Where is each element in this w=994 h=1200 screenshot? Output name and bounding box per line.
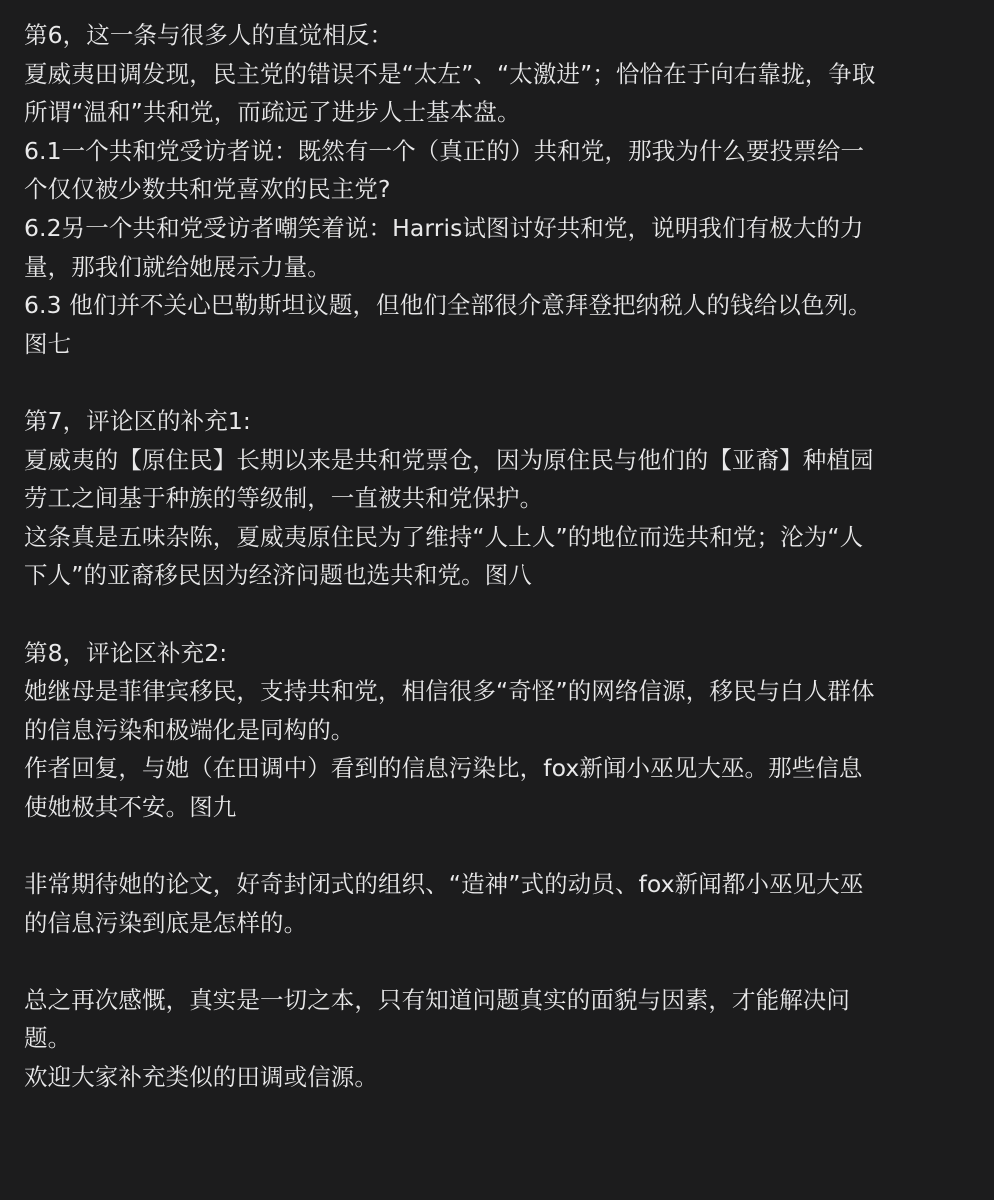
- section-7-paragraph-2-line-2: 下人”的亚裔移民因为经济问题也选共和党。图八: [24, 561, 532, 590]
- section-8-paragraph-1-line-2: 的信息污染和极端化是同构的。: [24, 715, 355, 744]
- section-8-paragraph-1-line-1: 她继母是菲律宾移民，支持共和党，相信很多“奇怪”的网络信源，移民与白人群体: [24, 677, 875, 706]
- paragraph-spacer: [24, 826, 974, 865]
- paragraph-spacer: [24, 595, 974, 634]
- section-7-heading: 第7，评论区的补充1:: [24, 406, 251, 435]
- section-7-paragraph-1-line-1: 夏威夷的【原住民】长期以来是共和党票仓，因为原住民与他们的【亚裔】种植园: [24, 445, 874, 474]
- paragraph-spacer: [24, 942, 974, 981]
- section-7-paragraph-1-line-2: 劳工之间基于种族的等级制，一直被共和党保护。: [24, 484, 544, 513]
- section-6-paragraph-1-line-2: 所谓“温和”共和党，而疏远了进步人士基本盘。: [24, 98, 521, 127]
- paragraph-spacer: [24, 363, 974, 402]
- closing-paragraph-2-line-1: 总之再次感慨，真实是一切之本，只有知道问题真实的面貌与因素，才能解决问: [24, 985, 850, 1014]
- section-6-paragraph-1-line-1: 夏威夷田调发现，民主党的错误不是“太左”、“太激进”；恰恰在于向右靠拢，争取: [24, 59, 876, 88]
- section-6-paragraph-3-line-1: 6.2另一个共和党受访者嘲笑着说：Harris试图讨好共和党，说明我们有极大的力: [24, 213, 864, 242]
- section-6-paragraph-3-line-2: 量，那我们就给她展示力量。: [24, 252, 331, 281]
- post-body: [24, 16, 974, 1097]
- closing-paragraph-1-line-1: 非常期待她的论文，好奇封闭式的组织、“造神”式的动员、fox新闻都小巫见大巫: [24, 870, 864, 899]
- section-7-paragraph-2-line-1: 这条真是五味杂陈，夏威夷原住民为了维持“人上人”的地位而选共和党；沦为“人: [24, 522, 864, 551]
- section-8-paragraph-2-line-1: 作者回复，与她（在田调中）看到的信息污染比，fox新闻小巫见大巫。那些信息: [24, 754, 863, 783]
- section-6-paragraph-4-line-2: 图七: [24, 329, 72, 358]
- closing-paragraph-1-line-2: 的信息污染到底是怎样的。: [24, 908, 308, 937]
- section-6-paragraph-2-line-2: 个仅仅被少数共和党喜欢的民主党?: [24, 175, 391, 204]
- closing-paragraph-2-line-2: 题。: [24, 1024, 72, 1053]
- section-6-heading: 第6，这一条与很多人的直觉相反：: [24, 21, 394, 49]
- section-8-paragraph-2-line-2: 使她极其不安。图九: [24, 792, 237, 821]
- section-6-paragraph-4-line-1: 6.3 他们并不关心巴勒斯坦议题，但他们全部很介意拜登把纳税人的钱给以色列。: [24, 291, 872, 320]
- section-8-heading: 第8，评论区补充2:: [24, 638, 228, 667]
- closing-paragraph-3: 欢迎大家补充类似的田调或信源。: [24, 1063, 378, 1092]
- section-6-paragraph-2-line-1: 6.1一个共和党受访者说：既然有一个（真正的）共和党，那我为什么要投票给一: [24, 136, 865, 165]
